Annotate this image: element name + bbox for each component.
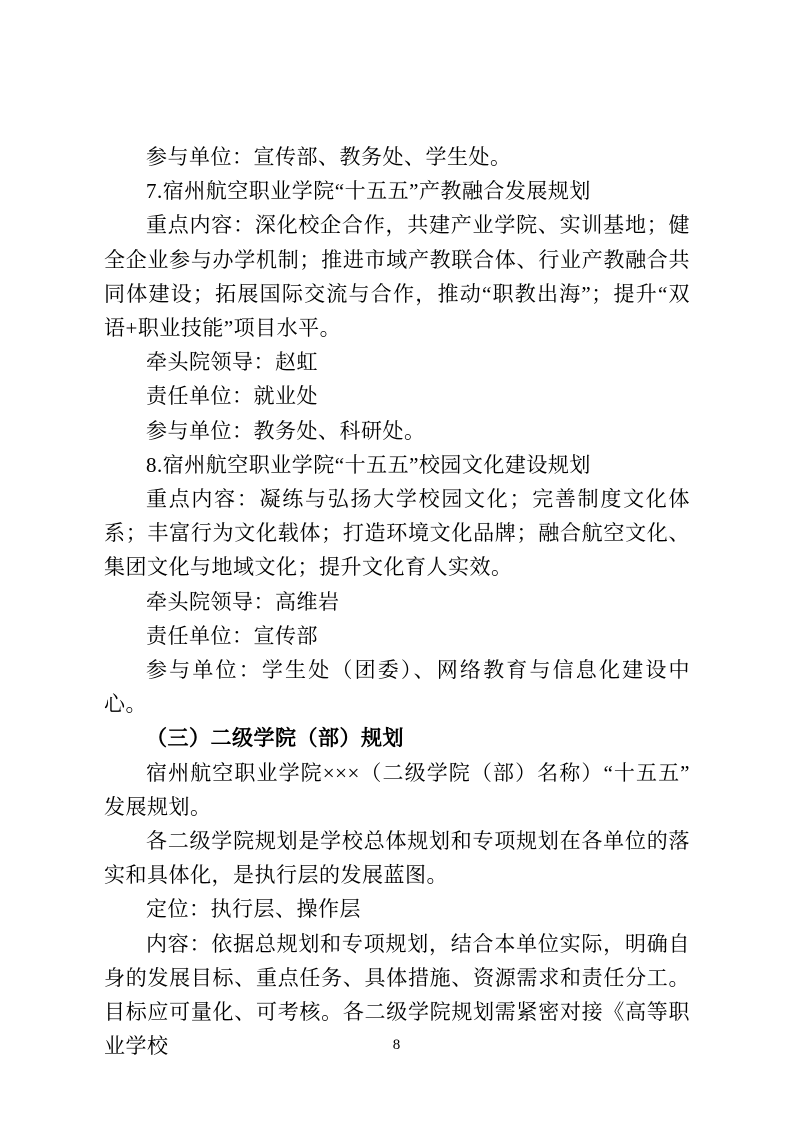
paragraph-plan-7-title: 7.宿州航空职业学院“十五五”产教融合发展规划 [146,179,591,204]
page-number: 8 [392,1037,401,1053]
paragraph-plan-7-key-content: 重点内容：深化校企合作，共建产业学院、实训基地；健全企业参与办学机制；推进市域产教联合体、行业产教融合共同体建设；拓展国际交流与合作，推动“职教出海”；提升“双语+职业技能”项目水平。 [104,213,690,341]
paragraph-plan-8-leader: 牵头院领导：高维岩 [146,589,340,614]
paragraph-plan-8-participants: 参与单位：学生处（团委）、网络教育与信息化建设中心。 [104,658,690,717]
paragraph-secondary-college-title: 宿州航空职业学院×××（二级学院（部）名称）“十五五”发展规划。 [104,760,690,819]
paragraph-plan-8-key-content: 重点内容：凝练与弘扬大学校园文化；完善制度文化体系；丰富行为文化载体；打造环境文化品牌；融合航空文化、集团文化与地域文化；提升文化育人实效。 [104,487,690,580]
paragraph-plan-8-responsible: 责任单位：宣传部 [146,623,318,648]
paragraph-plan-7-responsible: 责任单位：就业处 [146,384,318,409]
section-heading-three: （三）二级学院（部）规划 [146,726,404,751]
document-body [104,140,690,1063]
paragraph-positioning: 定位：执行层、操作层 [146,897,361,922]
paragraph-plan-7-participants: 参与单位：教务处、科研处。 [146,418,426,443]
paragraph-participating-units-1: 参与单位：宣传部、教务处、学生处。 [146,145,512,169]
paragraph-secondary-college-intro: 各二级学院规划是学校总体规划和专项规划在各单位的落实和具体化，是执行层的发展蓝图。 [104,829,690,888]
paragraph-plan-8-title: 8.宿州航空职业学院“十五五”校园文化建设规划 [146,452,591,477]
paragraph-plan-7-leader: 牵头院领导：赵虹 [146,350,318,375]
paragraph-content-requirements: 内容：依据总规划和专项规划，结合本单位实际，明确自身的发展目标、重点任务、具体措施、资源需求和责任分工。目标应可量化、可考核。各二级学院规划需紧密对接《高等职业学校 [104,931,690,1059]
